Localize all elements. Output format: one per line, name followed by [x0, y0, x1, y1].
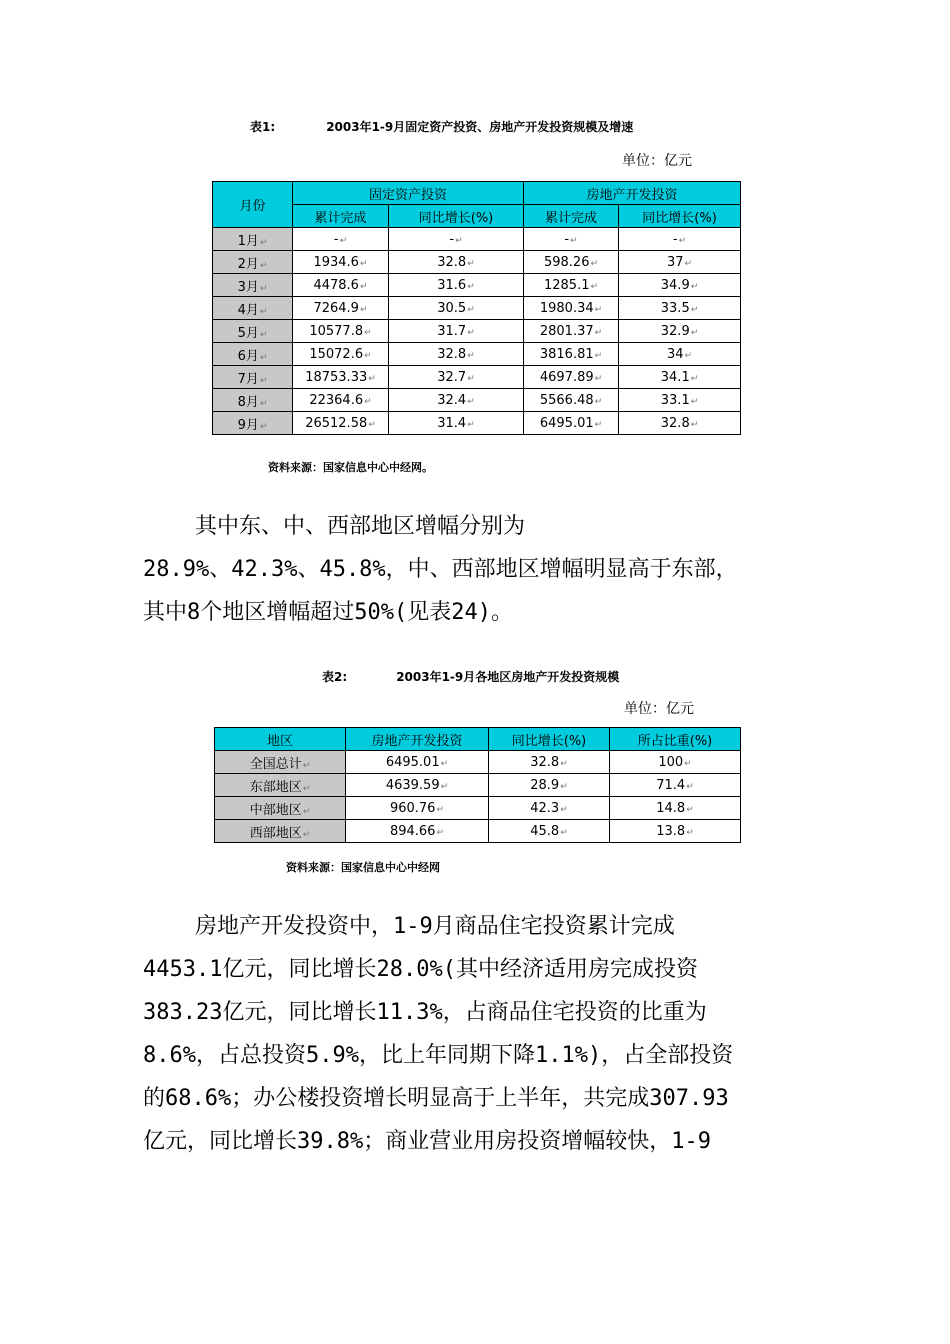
paragraph-mark-icon: ↵	[368, 373, 376, 384]
paragraph-mark-icon: ↵	[467, 373, 475, 384]
paragraph-mark-icon: ↵	[684, 758, 692, 769]
table-cell: 1980.34↵	[524, 297, 619, 320]
paragraph-mark-icon: ↵	[302, 760, 311, 771]
row-header-cell: 5月↵	[213, 320, 293, 343]
table2	[214, 727, 741, 843]
paragraph-mark-icon: ↵	[467, 258, 475, 269]
paragraph-mark-icon: ↵	[467, 396, 475, 407]
paragraph-mark-icon: ↵	[259, 283, 268, 294]
paragraph-line: 其中8个地区增幅超过50%(见表24)。	[143, 600, 513, 625]
paragraph-mark-icon: ↵	[686, 827, 694, 838]
table-cell: 3816.81↵	[524, 343, 619, 366]
paragraph-mark-icon: ↵	[440, 758, 449, 769]
fixed-asset-header: 固定资产投资	[293, 182, 524, 205]
paragraph-mark-icon: ↵	[467, 304, 475, 315]
table-cell: 15072.6↵	[293, 343, 389, 366]
paragraph-mark-icon: ↵	[594, 373, 603, 384]
table-cell: 32.8↵	[389, 251, 524, 274]
paragraph-mark-icon: ↵	[570, 235, 578, 246]
table-cell: 32.9↵	[619, 320, 741, 343]
table-cell: 13.8↵	[610, 820, 741, 843]
paragraph-mark-icon: ↵	[684, 258, 693, 269]
paragraph-mark-icon: ↵	[302, 829, 311, 840]
table-cell: 100↵	[610, 751, 741, 774]
paragraph-mark-icon: ↵	[259, 352, 268, 363]
paragraph-mark-icon: ↵	[590, 258, 599, 269]
row-header-cell: 全国总计↵	[215, 751, 346, 774]
paragraph-mark-icon: ↵	[259, 398, 268, 409]
row-header-cell: 西部地区↵	[215, 820, 346, 843]
table-cell: 71.4↵	[610, 774, 741, 797]
paragraph-mark-icon: ↵	[560, 781, 568, 792]
paragraph-mark-icon: ↵	[690, 373, 699, 384]
paragraph-line: 28.9%、42.3%、45.8%，中、西部地区增幅明显高于东部，	[143, 557, 738, 582]
paragraph-mark-icon: ↵	[467, 327, 475, 338]
table-cell: 6495.01↵	[346, 751, 489, 774]
paragraph-mark-icon: ↵	[455, 235, 463, 246]
paragraph-mark-icon: ↵	[594, 304, 603, 315]
table-cell: 960.76↵	[346, 797, 489, 820]
paragraph-mark-icon: ↵	[359, 258, 368, 269]
table1-unit: 单位：亿元	[622, 153, 692, 169]
row-header-cell: 中部地区↵	[215, 797, 346, 820]
paragraph-line: 的68.6%；办公楼投资增长明显高于上半年，共完成307.93	[143, 1086, 729, 1111]
table-row	[213, 228, 741, 251]
table-row	[213, 343, 741, 366]
table-row	[213, 412, 741, 435]
table-cell: -↵	[524, 228, 619, 251]
table-cell: 6495.01↵	[524, 412, 619, 435]
table-cell: 4478.6↵	[293, 274, 389, 297]
sub-header: 同比增长(%)	[389, 205, 524, 228]
table-cell: 2801.37↵	[524, 320, 619, 343]
table-cell: -↵	[293, 228, 389, 251]
table-cell: 31.7↵	[389, 320, 524, 343]
table-cell: 5566.48↵	[524, 389, 619, 412]
paragraph-mark-icon: ↵	[436, 804, 445, 815]
paragraph-mark-icon: ↵	[594, 327, 603, 338]
table-cell: 32.4↵	[389, 389, 524, 412]
paragraph-mark-icon: ↵	[259, 329, 268, 340]
row-header-cell: 3月↵	[213, 274, 293, 297]
table1-source: 资料来源：国家信息中心中经网。	[268, 461, 433, 474]
paragraph-mark-icon: ↵	[690, 304, 699, 315]
paragraph-mark-icon: ↵	[690, 281, 699, 292]
row-header-cell: 7月↵	[213, 366, 293, 389]
row-header-cell: 4月↵	[213, 297, 293, 320]
paragraph-mark-icon: ↵	[594, 419, 603, 430]
table2-title: 2003年1-9月各地区房地产开发投资规模	[396, 670, 620, 684]
paragraph-mark-icon: ↵	[339, 235, 348, 246]
table-row	[215, 820, 741, 843]
table-cell: 34.9↵	[619, 274, 741, 297]
real-estate-header: 房地产开发投资	[524, 182, 741, 205]
table-cell: 28.9↵	[489, 774, 610, 797]
table-cell: 4697.89↵	[524, 366, 619, 389]
table1-caption	[250, 118, 633, 135]
paragraph-mark-icon: ↵	[467, 350, 475, 361]
table-cell: 34.1↵	[619, 366, 741, 389]
paragraph-mark-icon: ↵	[259, 306, 268, 317]
paragraph-mark-icon: ↵	[560, 804, 568, 815]
table-cell: 598.26↵	[524, 251, 619, 274]
paragraph-mark-icon: ↵	[594, 396, 603, 407]
paragraph-mark-icon: ↵	[368, 419, 376, 430]
table-row	[213, 251, 741, 274]
paragraph-mark-icon: ↵	[259, 260, 268, 271]
paragraph-mark-icon: ↵	[359, 304, 368, 315]
table-cell: 34↵	[619, 343, 741, 366]
paragraph-mark-icon: ↵	[560, 827, 568, 838]
row-header-cell: 2月↵	[213, 251, 293, 274]
table-cell: 32.7↵	[389, 366, 524, 389]
paragraph-line: 8.6%，占总投资5.9%，比上年同期下降1.1%)，占全部投资	[143, 1043, 734, 1068]
paragraph-mark-icon: ↵	[259, 375, 268, 386]
paragraph-line: 其中东、中、西部地区增幅分别为	[195, 514, 526, 539]
table-cell: 18753.33↵	[293, 366, 389, 389]
table-cell: 45.8↵	[489, 820, 610, 843]
paragraph-line: 房地产开发投资中，1-9月商品住宅投资累计完成	[195, 914, 675, 939]
growth-header: 同比增长(%)	[489, 728, 610, 751]
investment-header: 房地产开发投资	[346, 728, 489, 751]
table-cell: 7264.9↵	[293, 297, 389, 320]
paragraph-mark-icon: ↵	[364, 327, 372, 338]
table-cell: 10577.8↵	[293, 320, 389, 343]
table2-unit: 单位：亿元	[624, 701, 694, 717]
paragraph-mark-icon: ↵	[690, 327, 699, 338]
table-cell: 26512.58↵	[293, 412, 389, 435]
table-cell: 33.5↵	[619, 297, 741, 320]
paragraph-mark-icon: ↵	[259, 237, 268, 248]
table-cell: 42.3↵	[489, 797, 610, 820]
paragraph-mark-icon: ↵	[690, 419, 699, 430]
row-header-cell: 1月↵	[213, 228, 293, 251]
table1-title: 2003年1-9月固定资产投资、房地产开发投资规模及增速	[326, 120, 634, 134]
paragraph-line: 4453.1亿元，同比增长28.0%(其中经济适用房完成投资	[143, 957, 698, 982]
table-row	[213, 320, 741, 343]
table-cell: 37↵	[619, 251, 741, 274]
table2-source: 资料来源：国家信息中心中经网	[286, 861, 440, 874]
paragraph-mark-icon: ↵	[686, 781, 694, 792]
table-cell: 32.8↵	[389, 343, 524, 366]
month-header: 月份	[213, 182, 293, 228]
table-row	[215, 751, 741, 774]
table1	[212, 181, 741, 435]
paragraph-mark-icon: ↵	[684, 350, 693, 361]
table-cell: -↵	[619, 228, 741, 251]
paragraph-line: 383.23亿元，同比增长11.3%，占商品住宅投资的比重为	[143, 1000, 707, 1025]
table-row	[215, 774, 741, 797]
table1-label: 表1:	[250, 120, 276, 134]
table-cell: 30.5↵	[389, 297, 524, 320]
table-row	[213, 297, 741, 320]
table2-caption	[322, 668, 619, 685]
paragraph-mark-icon: ↵	[440, 781, 449, 792]
paragraph-mark-icon: ↵	[259, 421, 268, 432]
paragraph-mark-icon: ↵	[678, 235, 687, 246]
paragraph-line: 亿元，同比增长39.8%；商业营业用房投资增幅较快，1-9	[143, 1129, 711, 1154]
table-row	[213, 366, 741, 389]
paragraph-2	[143, 905, 813, 1163]
region-header: 地区	[215, 728, 346, 751]
table-cell: 1285.1↵	[524, 274, 619, 297]
share-header: 所占比重(%)	[610, 728, 741, 751]
row-header-cell: 8月↵	[213, 389, 293, 412]
table-cell: 894.66↵	[346, 820, 489, 843]
paragraph-mark-icon: ↵	[359, 281, 368, 292]
table-row	[213, 274, 741, 297]
paragraph-mark-icon: ↵	[590, 281, 599, 292]
paragraph-mark-icon: ↵	[302, 806, 311, 817]
table-cell: 31.6↵	[389, 274, 524, 297]
paragraph-mark-icon: ↵	[686, 804, 694, 815]
table-row	[215, 797, 741, 820]
paragraph-mark-icon: ↵	[467, 419, 475, 430]
paragraph-mark-icon: ↵	[467, 281, 475, 292]
table-cell: 14.8↵	[610, 797, 741, 820]
paragraph-mark-icon: ↵	[690, 396, 699, 407]
row-header-cell: 东部地区↵	[215, 774, 346, 797]
sub-header: 累计完成	[524, 205, 619, 228]
sub-header: 累计完成	[293, 205, 389, 228]
paragraph-mark-icon: ↵	[364, 350, 372, 361]
table-cell: 33.1↵	[619, 389, 741, 412]
table-cell: 22364.6↵	[293, 389, 389, 412]
table-cell: -↵	[389, 228, 524, 251]
paragraph-mark-icon: ↵	[594, 350, 603, 361]
paragraph-mark-icon: ↵	[560, 758, 568, 769]
table-cell: 32.8↵	[489, 751, 610, 774]
sub-header: 同比增长(%)	[619, 205, 741, 228]
row-header-cell: 9月↵	[213, 412, 293, 435]
paragraph-mark-icon: ↵	[436, 827, 445, 838]
table-cell: 31.4↵	[389, 412, 524, 435]
row-header-cell: 6月↵	[213, 343, 293, 366]
paragraph-1	[143, 505, 813, 634]
table-cell: 4639.59↵	[346, 774, 489, 797]
table2-label: 表2:	[322, 670, 348, 684]
paragraph-mark-icon: ↵	[302, 783, 311, 794]
table-cell: 32.8↵	[619, 412, 741, 435]
paragraph-mark-icon: ↵	[364, 396, 372, 407]
table-row	[213, 389, 741, 412]
table-cell: 1934.6↵	[293, 251, 389, 274]
